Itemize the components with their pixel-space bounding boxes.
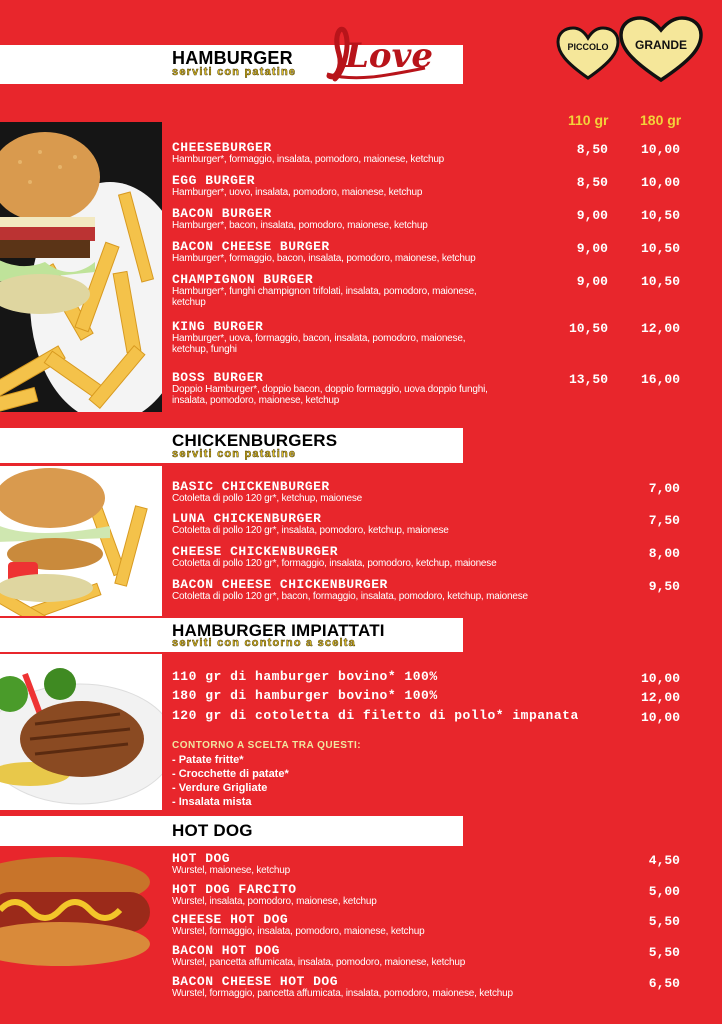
menu-item [172,208,502,231]
menu-item-name: 180 gr di hamburger bovino* 100% [172,688,438,703]
price: 12,00 [640,690,680,705]
section-title-hamburger: HAMBURGER [172,48,293,68]
menu-item-name: 110 gr di hamburger bovino* 100% [172,669,438,684]
menu-item [172,853,592,876]
menu-item-desc: Wurstel, formaggio, insalata, pomodoro, maionese, ketchup [172,926,425,937]
price: 10,00 [640,671,680,686]
section-title-chicken: CHICKENBURGERS [172,431,338,450]
heart-piccolo [555,26,621,87]
section-title-impiattati: HAMBURGER IMPIATTATI [172,621,385,640]
price-large: 12,00 [640,321,680,336]
plate-illustration [0,654,162,810]
price-large: 10,50 [640,241,680,256]
menu-item-desc: Hamburger*, formaggio, insalata, pomodoro, maionese, ketchup [172,154,445,165]
price-small: 8,50 [576,175,608,190]
menu-item-name: BACON CHEESE HOT DOG [172,974,339,989]
menu-item-desc: Doppio Hamburger*, doppio bacon, doppio formaggio, uova doppio funghi, insalata, pomodoro, maionese, ketchup [172,384,488,406]
section-subtitle-hamburger: serviti con patatine [172,66,297,78]
menu-item-name: BOSS BURGER [172,370,264,385]
heart-grande [617,16,705,89]
price: 10,00 [640,710,680,725]
menu-item-name: LUNA CHICKENBURGER [172,511,322,526]
menu-item-desc: Hamburger*, funghi champignon trifolati, insalata, pomodoro, maionese, ketchup [172,286,477,308]
chickenburger-illustration [0,466,162,616]
menu-item-name: BACON BURGER [172,206,272,221]
menu-item [172,945,592,968]
burger-photo [0,122,162,412]
plate-photo [0,654,162,810]
price-small: 9,00 [576,274,608,289]
menu-item-desc: Hamburger*, uova, formaggio, bacon, insalata, pomodoro, maionese, ketchup, funghi [172,333,466,355]
price: 7,50 [648,513,680,528]
contorno-item: - Crocchette di patate* [172,768,289,780]
menu-item-desc: Cotoletta di pollo 120 gr*, insalata, pomodoro, ketchup, maionese [172,525,449,536]
price-small: 8,50 [576,142,608,157]
menu-item-name: HOT DOG FARCITO [172,882,297,897]
size-header-large: 180 gr [640,112,682,128]
size-header-small: 110 gr [568,112,609,128]
menu-item [172,481,592,504]
menu-item-name: CHEESE HOT DOG [172,912,289,927]
menu-item-desc: Hamburger*, uovo, insalata, pomodoro, maionese, ketchup [172,187,423,198]
section-subtitle-chicken: serviti con patatine [172,448,297,460]
menu-item [172,976,592,999]
price-large: 16,00 [640,372,680,387]
burger-illustration [0,122,162,412]
heart-piccolo-icon [555,26,621,82]
price-large: 10,50 [640,208,680,223]
menu-item [172,546,592,569]
love-logo [325,24,445,84]
menu-item-desc: Wurstel, formaggio, pancetta affumicata, insalata, pomodoro, maionese, ketchup [172,988,513,999]
contorno-item: - Patate fritte* [172,754,244,766]
price-small: 9,00 [576,208,608,223]
price: 5,50 [648,914,680,929]
love-logo-text: Love [345,36,433,76]
contorno-title: CONTORNO A SCELTA TRA QUESTI: [172,740,362,751]
price: 5,00 [648,884,680,899]
menu-item-desc: Cotoletta di pollo 120 gr*, ketchup, maionese [172,493,363,504]
price: 8,00 [648,546,680,561]
price: 4,50 [648,853,680,868]
menu-item [172,372,502,406]
menu-item [172,884,592,907]
menu-item-name: HOT DOG [172,851,231,866]
heart-grande-label: GRANDE [634,38,687,52]
price: 5,50 [648,945,680,960]
menu-item-name: BASIC CHICKENBURGER [172,479,330,494]
menu-item [172,321,502,355]
menu-item [172,274,502,308]
menu-item-name: CHEESEBURGER [172,140,272,155]
menu-item [172,142,502,165]
price-small: 13,50 [568,372,608,387]
menu-item-name: CHAMPIGNON BURGER [172,272,314,287]
menu-item [172,690,612,702]
price: 9,50 [648,579,680,594]
price: 6,50 [648,976,680,991]
menu-item-desc: Cotoletta di pollo 120 gr*, formaggio, insalata, pomodoro, ketchup, maionese [172,558,497,569]
price-small: 10,50 [568,321,608,336]
hotdog-photo [0,852,162,982]
heart-piccolo-label: PICCOLO [567,42,609,52]
price-large: 10,00 [640,175,680,190]
contorno-item: - Insalata mista [172,796,252,808]
menu-item-desc: Hamburger*, bacon, insalata, pomodoro, maionese, ketchup [172,220,428,231]
chickenburger-photo [0,466,162,616]
menu-item-desc: Wurstel, insalata, pomodoro, maionese, ketchup [172,896,377,907]
menu-item-desc: Hamburger*, formaggio, bacon, insalata, pomodoro, maionese, ketchup [172,253,476,264]
menu-item-name: BACON CHEESE CHICKENBURGER [172,577,388,592]
menu-item [172,671,612,683]
menu-item [172,914,592,937]
menu-item-desc: Wurstel, pancetta affumicata, insalata, pomodoro, maionese, ketchup [172,957,466,968]
menu-item [172,175,502,198]
menu-item-name: EGG BURGER [172,173,256,188]
section-subtitle-impiattati: serviti con contorno a scelta [172,637,356,649]
menu-item-name: BACON CHEESE BURGER [172,239,330,254]
menu-item-name: BACON HOT DOG [172,943,280,958]
hotdog-illustration [0,852,162,982]
menu-item-name: 120 gr di cotoletta di filetto di pollo* impanata [172,708,579,723]
price: 7,00 [648,481,680,496]
menu-item-desc: Wurstel, maionese, ketchup [172,865,291,876]
menu-item [172,579,592,602]
section-title-hotdog: HOT DOG [172,821,253,840]
price-large: 10,50 [640,274,680,289]
price-large: 10,00 [640,142,680,157]
menu-item [172,513,592,536]
menu-item-name: KING BURGER [172,319,264,334]
menu-item [172,241,502,264]
contorno-item: - Verdure Grigliate [172,782,268,794]
menu-item-desc: Cotoletta di pollo 120 gr*, bacon, formaggio, insalata, pomodoro, ketchup, maionese [172,591,528,602]
menu-item [172,710,612,722]
menu-item-name: CHEESE CHICKENBURGER [172,544,339,559]
price-small: 9,00 [576,241,608,256]
